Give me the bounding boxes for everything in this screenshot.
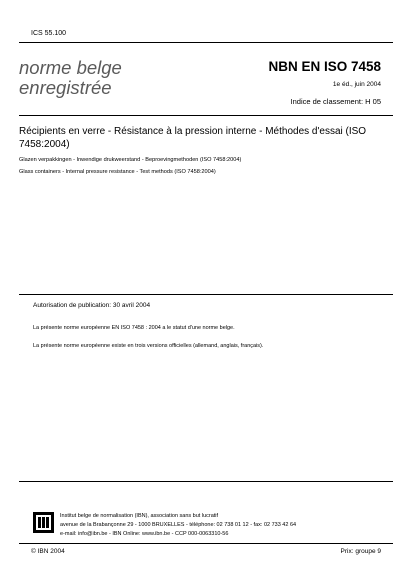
copyright: © IBN 2004 bbox=[31, 548, 65, 555]
price-group: Prix: groupe 9 bbox=[340, 548, 381, 555]
title-top-rule bbox=[19, 115, 393, 116]
brand-line-2: enregistrée bbox=[19, 77, 112, 98]
edition-date: 1e éd., juin 2004 bbox=[332, 81, 381, 88]
classification-index: Indice de classement: H 05 bbox=[290, 97, 381, 106]
institute-name: Institut belge de normalisation (IBN), association sans but lucratif bbox=[60, 513, 219, 519]
ics-code: ICS 55.100 bbox=[31, 30, 67, 37]
brand-title bbox=[19, 58, 122, 98]
header-rule bbox=[19, 42, 393, 43]
institute-rule bbox=[19, 481, 393, 482]
status-note: La présente norme européenne EN ISO 7458 : 2004 a le statut d'une norme belge. bbox=[33, 325, 235, 331]
institute-contact: e-mail: info@ibn.be - IBN Online: www.ibn.be - CCP 000-0063310-56 bbox=[60, 531, 229, 537]
versions-note: La présente norme européenne existe en trois versions officielles (allemand, anglais, français). bbox=[33, 343, 264, 349]
dutch-title: Glazen verpakkingen - Inwendige drukweerstand - Beproevingmethoden (ISO 7458:2004) bbox=[19, 157, 242, 163]
brand-line-1: norme belge bbox=[19, 57, 122, 78]
french-title: Récipients en verre - Résistance à la pression interne - Méthodes d'essai (ISO 7458:2004) bbox=[19, 126, 367, 150]
publication-authorization: Autorisation de publication: 30 avril 2004 bbox=[33, 302, 151, 309]
standard-number: NBN EN ISO 7458 bbox=[268, 59, 381, 74]
institute-address: avenue de la Brabançonne 29 - 1000 BRUXELLES - téléphone: 02 738 01 12 - fax: 02 733 42 64 bbox=[60, 522, 297, 528]
footer-rule bbox=[19, 543, 393, 544]
ibn-logo bbox=[33, 512, 54, 533]
approval-rule bbox=[19, 294, 393, 295]
english-title: Glass containers - Internal pressure resistance - Test methods (ISO 7458:2004) bbox=[19, 169, 216, 175]
